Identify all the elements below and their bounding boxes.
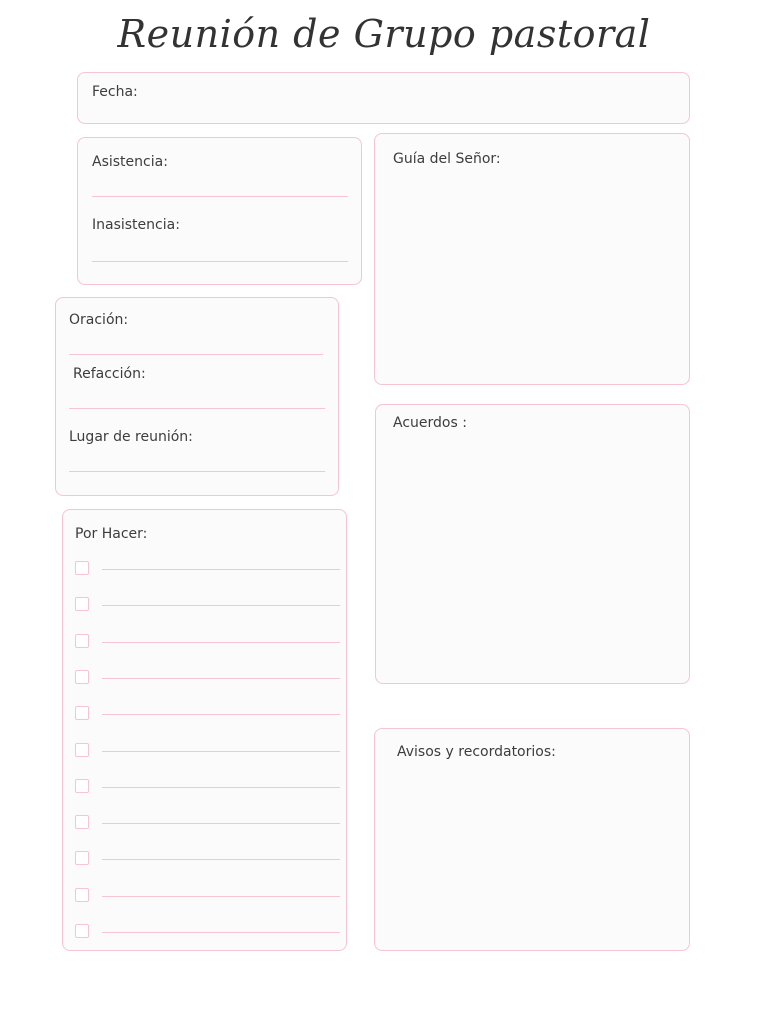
- todo-checkbox[interactable]: [75, 743, 89, 757]
- todo-line[interactable]: [102, 605, 340, 606]
- todo-line[interactable]: [102, 932, 340, 933]
- todo-checkbox[interactable]: [75, 815, 89, 829]
- page-title: Reunión de Grupo pastoral: [117, 12, 651, 56]
- todo-checkbox[interactable]: [75, 779, 89, 793]
- asistencia-line[interactable]: [92, 196, 348, 197]
- todo-checkbox[interactable]: [75, 634, 89, 648]
- todo-checkbox[interactable]: [75, 851, 89, 865]
- guia-box[interactable]: [374, 133, 690, 385]
- asistencia-label: Asistencia:: [92, 154, 168, 170]
- lugar-line[interactable]: [69, 471, 325, 472]
- acuerdos-box[interactable]: [375, 404, 690, 684]
- refaccion-label: Refacción:: [73, 366, 146, 382]
- todo-checkbox[interactable]: [75, 597, 89, 611]
- details-box: [55, 297, 339, 496]
- todo-line[interactable]: [102, 714, 340, 715]
- todo-line[interactable]: [102, 751, 340, 752]
- todo-line[interactable]: [102, 787, 340, 788]
- todo-line[interactable]: [102, 823, 340, 824]
- oracion-line[interactable]: [69, 354, 323, 355]
- todo-line[interactable]: [102, 569, 340, 570]
- todo-line[interactable]: [102, 678, 340, 679]
- attendance-box: [77, 137, 362, 285]
- todo-checkbox[interactable]: [75, 706, 89, 720]
- todo-checkbox[interactable]: [75, 670, 89, 684]
- acuerdos-label: Acuerdos :: [393, 415, 467, 431]
- todo-line[interactable]: [102, 896, 340, 897]
- fecha-box[interactable]: [77, 72, 690, 124]
- todo-line[interactable]: [102, 859, 340, 860]
- todo-checkbox[interactable]: [75, 888, 89, 902]
- avisos-label: Avisos y recordatorios:: [397, 744, 556, 760]
- todo-label: Por Hacer:: [75, 526, 148, 542]
- fecha-label: Fecha:: [92, 84, 138, 100]
- inasistencia-line[interactable]: [92, 261, 348, 262]
- refaccion-line[interactable]: [69, 408, 325, 409]
- inasistencia-label: Inasistencia:: [92, 217, 180, 233]
- todo-box: [62, 509, 347, 951]
- todo-checkbox[interactable]: [75, 924, 89, 938]
- todo-checkbox[interactable]: [75, 561, 89, 575]
- todo-line[interactable]: [102, 642, 340, 643]
- guia-label: Guía del Señor:: [393, 151, 501, 167]
- lugar-label: Lugar de reunión:: [69, 429, 193, 445]
- avisos-box[interactable]: [374, 728, 690, 951]
- oracion-label: Oración:: [69, 312, 129, 328]
